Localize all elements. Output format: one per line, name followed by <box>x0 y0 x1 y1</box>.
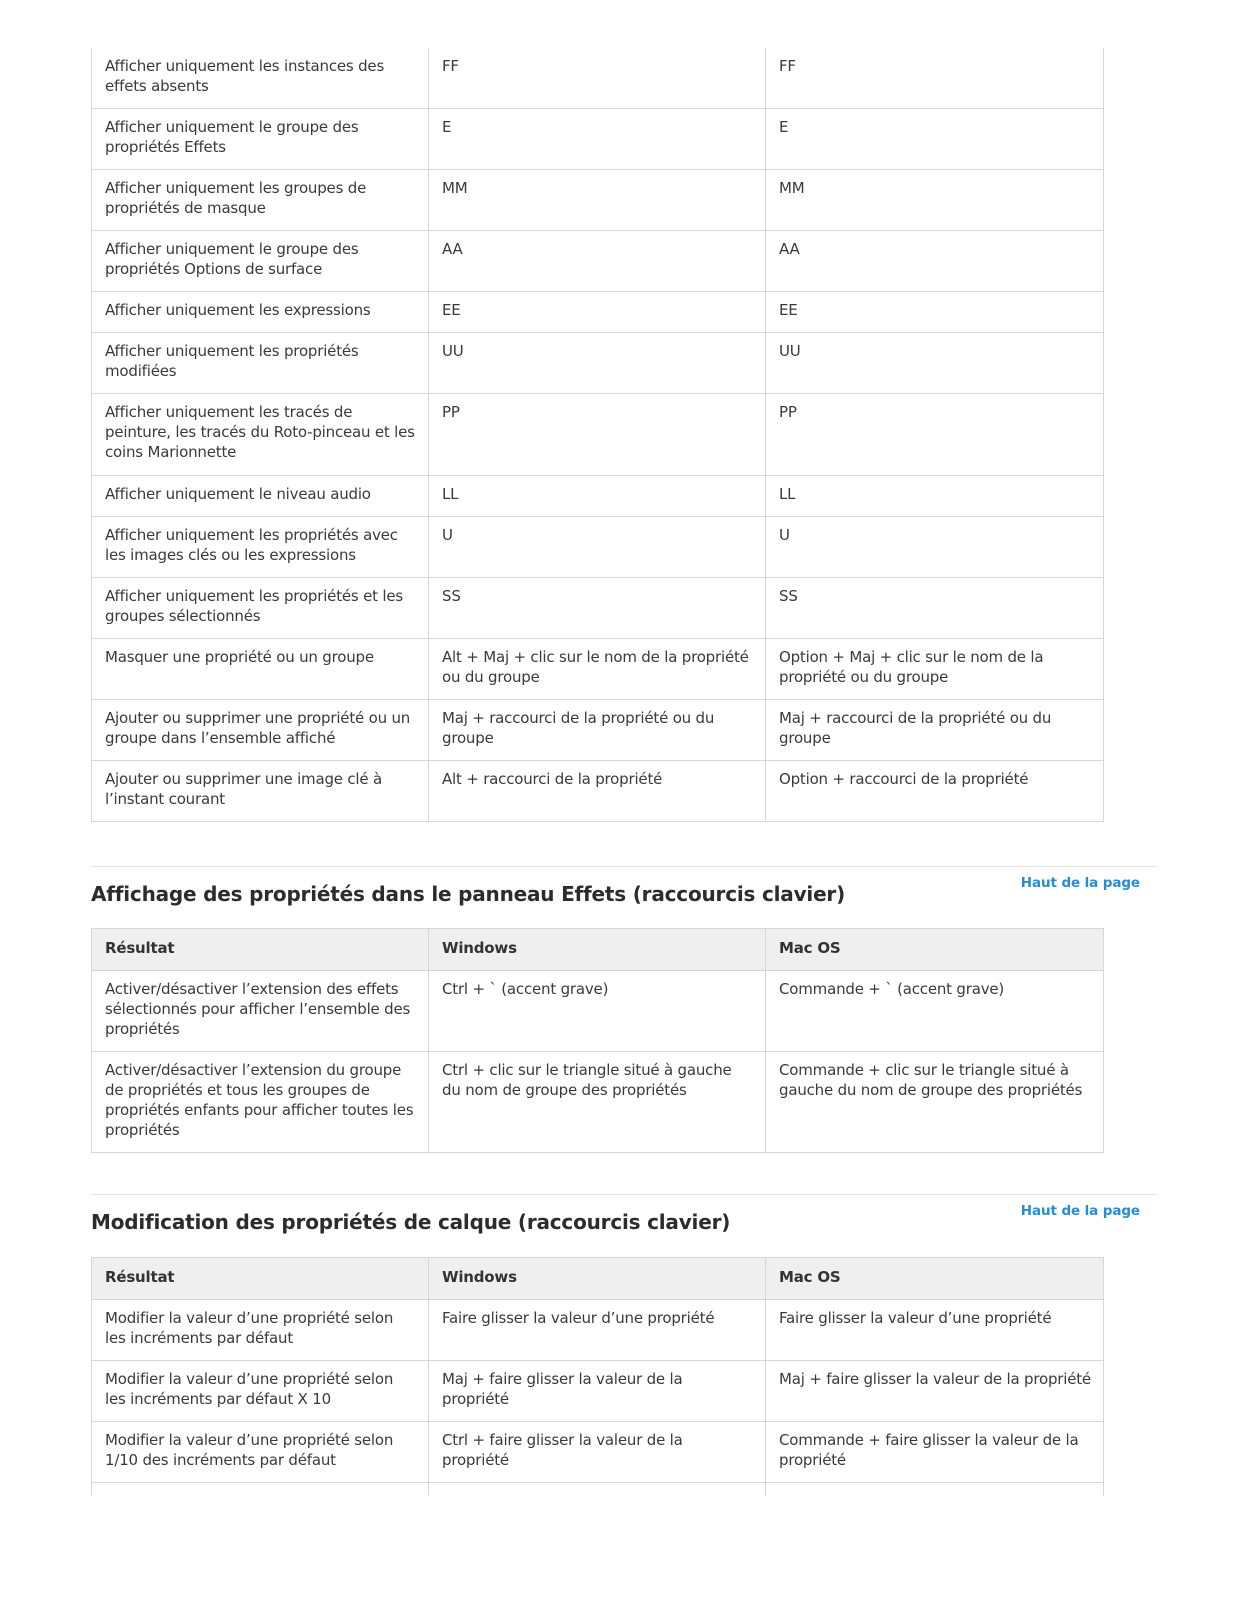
macos-cell: Option + Maj + clic sur le nom de la propriété ou du groupe <box>766 639 1104 700</box>
table-row <box>92 1361 1104 1422</box>
result-cell: Afficher uniquement les instances des effets absents <box>92 48 429 109</box>
result-cell: Masquer une propriété ou un groupe <box>92 639 429 700</box>
windows-cell <box>429 1483 766 1497</box>
windows-cell: Alt + Maj + clic sur le nom de la propriété ou du groupe <box>429 639 766 700</box>
result-cell: Activer/désactiver l’extension des effets sélectionnés pour afficher l’ensemble des propriétés <box>92 971 429 1052</box>
table-header-row <box>92 1258 1104 1300</box>
column-header-macos: Mac OS <box>766 929 1104 971</box>
shortcuts-table-layer-properties <box>91 1257 1104 1496</box>
windows-cell: FF <box>429 48 766 109</box>
macos-cell: Commande + faire glisser la valeur de la propriété <box>766 1422 1104 1483</box>
macos-cell: LL <box>766 476 1104 517</box>
result-cell: Afficher uniquement les propriétés et les groupes sélectionnés <box>92 578 429 639</box>
table-row <box>92 1483 1104 1497</box>
result-cell: Afficher uniquement les groupes de propriétés de masque <box>92 170 429 231</box>
back-to-top-link[interactable]: Haut de la page <box>1020 1203 1140 1219</box>
result-cell: Afficher uniquement les propriétés modifiées <box>92 333 429 394</box>
result-cell: Ajouter ou supprimer une image clé à l’instant courant <box>92 761 429 822</box>
windows-cell: MM <box>429 170 766 231</box>
column-header-windows: Windows <box>429 1258 766 1300</box>
result-cell: Modifier la valeur d’une propriété selon 1/10 des incréments par défaut <box>92 1422 429 1483</box>
macos-cell: FF <box>766 48 1104 109</box>
column-header-result: Résultat <box>92 1258 429 1300</box>
result-cell: Afficher uniquement le groupe des propriétés Options de surface <box>92 231 429 292</box>
macos-cell: U <box>766 517 1104 578</box>
macos-cell: SS <box>766 578 1104 639</box>
result-cell: Afficher uniquement les tracés de peinture, les tracés du Roto-pinceau et les coins Marionnette <box>92 394 429 476</box>
column-header-macos: Mac OS <box>766 1258 1104 1300</box>
windows-cell: LL <box>429 476 766 517</box>
windows-cell: Alt + raccourci de la propriété <box>429 761 766 822</box>
macos-cell: UU <box>766 333 1104 394</box>
result-cell: Activer/désactiver l’extension du groupe de propriétés et tous les groupes de propriétés enfants pour afficher toutes les propriétés <box>92 1052 429 1153</box>
windows-cell: EE <box>429 292 766 333</box>
windows-cell: Ctrl + faire glisser la valeur de la propriété <box>429 1422 766 1483</box>
windows-cell: AA <box>429 231 766 292</box>
windows-cell: U <box>429 517 766 578</box>
table-row <box>92 1300 1104 1361</box>
macos-cell: E <box>766 109 1104 170</box>
macos-cell: Maj + faire glisser la valeur de la propriété <box>766 1361 1104 1422</box>
windows-cell: UU <box>429 333 766 394</box>
column-header-windows: Windows <box>429 929 766 971</box>
table-row <box>92 1422 1104 1483</box>
result-cell: Ajouter ou supprimer une propriété ou un groupe dans l’ensemble affiché <box>92 700 429 761</box>
back-to-top-link[interactable]: Haut de la page <box>1020 875 1140 891</box>
windows-cell: E <box>429 109 766 170</box>
macos-cell: Maj + raccourci de la propriété ou du groupe <box>766 700 1104 761</box>
section-title: Affichage des propriétés dans le panneau Effets (raccourcis clavier) <box>91 882 846 906</box>
windows-cell: Faire glisser la valeur d’une propriété <box>429 1300 766 1361</box>
macos-cell: EE <box>766 292 1104 333</box>
macos-cell: Faire glisser la valeur d’une propriété <box>766 1300 1104 1361</box>
windows-cell: Ctrl + clic sur le triangle situé à gauche du nom de groupe des propriétés <box>429 1052 766 1153</box>
windows-cell: Maj + raccourci de la propriété ou du groupe <box>429 700 766 761</box>
column-header-result: Résultat <box>92 929 429 971</box>
macos-cell: MM <box>766 170 1104 231</box>
macos-cell: AA <box>766 231 1104 292</box>
result-cell: Afficher uniquement les propriétés avec les images clés ou les expressions <box>92 517 429 578</box>
result-cell: Afficher uniquement le niveau audio <box>92 476 429 517</box>
macos-cell <box>766 1483 1104 1497</box>
windows-cell: SS <box>429 578 766 639</box>
result-cell <box>92 1483 429 1497</box>
windows-cell: Maj + faire glisser la valeur de la propriété <box>429 1361 766 1422</box>
macos-cell: PP <box>766 394 1104 476</box>
macos-cell: Option + raccourci de la propriété <box>766 761 1104 822</box>
result-cell: Modifier la valeur d’une propriété selon les incréments par défaut <box>92 1300 429 1361</box>
windows-cell: Ctrl + ` (accent grave) <box>429 971 766 1052</box>
result-cell: Afficher uniquement les expressions <box>92 292 429 333</box>
result-cell: Afficher uniquement le groupe des propriétés Effets <box>92 109 429 170</box>
section-title: Modification des propriétés de calque (raccourcis clavier) <box>91 1210 731 1234</box>
macos-cell: Commande + clic sur le triangle situé à gauche du nom de groupe des propriétés <box>766 1052 1104 1153</box>
windows-cell: PP <box>429 394 766 476</box>
result-cell: Modifier la valeur d’une propriété selon les incréments par défaut X 10 <box>92 1361 429 1422</box>
macos-cell: Commande + ` (accent grave) <box>766 971 1104 1052</box>
